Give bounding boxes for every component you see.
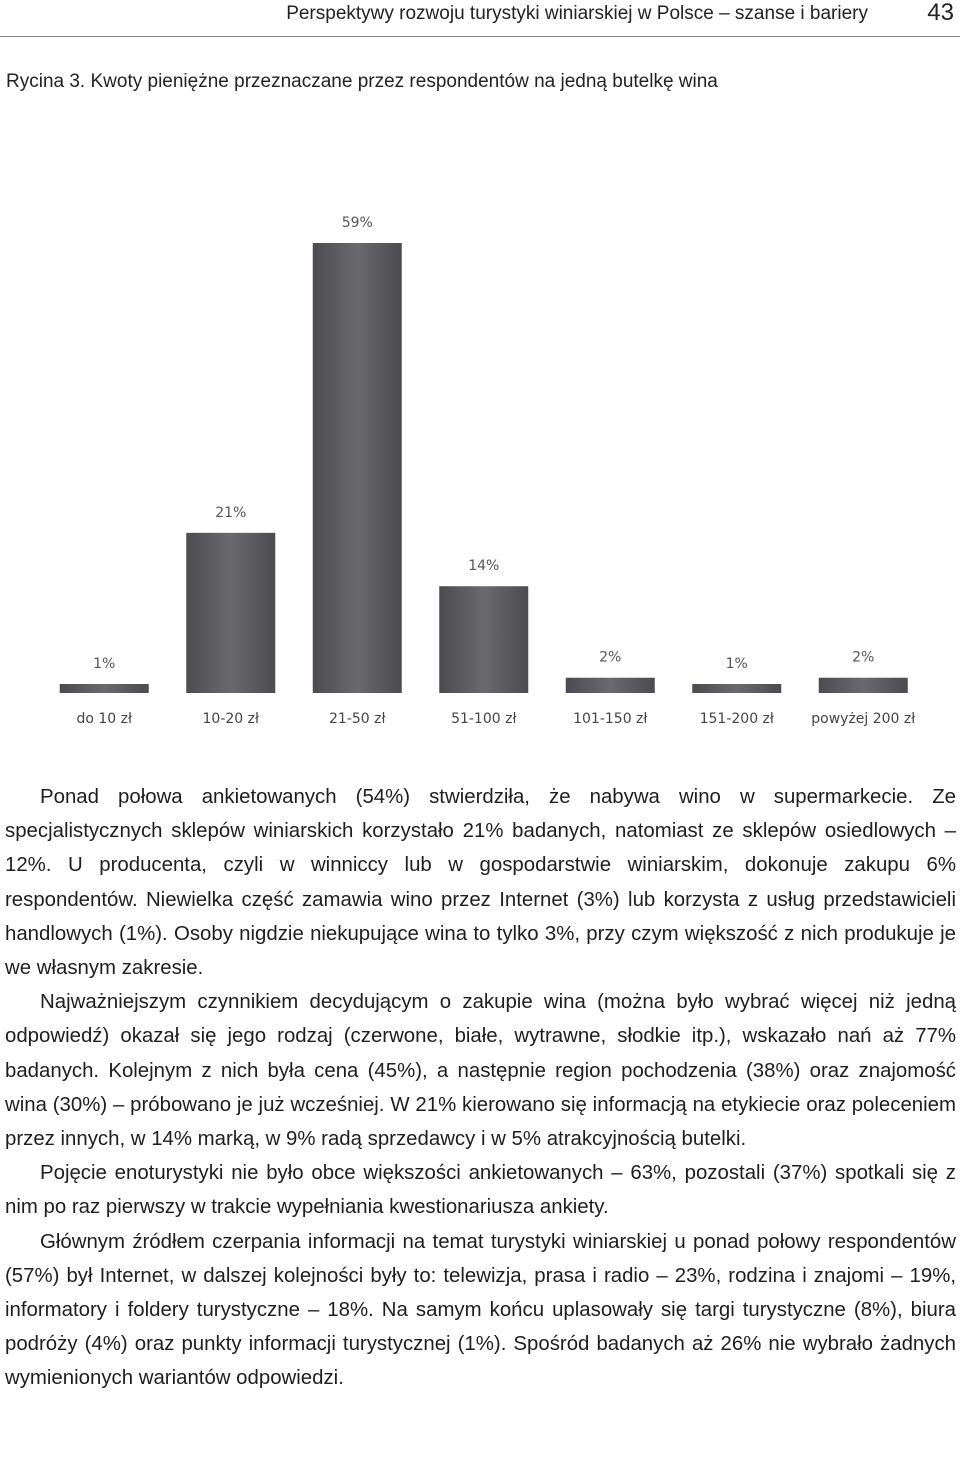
figure-caption: Rycina 3. Kwoty pieniężne przeznaczane przez respondentów na jedną butelkę wina: [6, 71, 718, 92]
chart-bar: [313, 243, 402, 693]
body-text: [5, 780, 956, 1396]
category-label: 101-150 zł: [573, 711, 648, 727]
category-label: 21-50 zł: [329, 711, 386, 727]
paragraph: Pojęcie enoturystyki nie było obce większości ankietowanych – 63%, pozostali (37%) spotkali się z nim po raz pierwszy w trakcie wypełniania kwestionariusza ankiety.: [5, 1162, 956, 1219]
running-header: [0, 0, 960, 37]
bar-chart: [0, 200, 960, 740]
data-label: 1%: [725, 656, 748, 672]
paragraph: Najważniejszym czynnikiem decydującym o zakupie wina (można było wybrać więcej niż jedną odpowiedź) okazał się jego rodzaj (czerwone, białe, wytrawne, słodkie itp.), wskazało nań aż 77% badanych. Kolejnym z nich była cena (45%), a następnie region pochodzenia (38%) oraz znajomość wina (30%) – próbowano je już wcześniej. W 21% kierowano się informacją na etykiecie oraz poleceniem przez innych, w 14% marką, w 9% radą sprzedawcy i w 5% atrakcyjnością butelki.: [5, 991, 956, 1151]
page-number: 43: [927, 0, 954, 26]
chart-bar: [439, 586, 528, 693]
category-label: 151-200 zł: [699, 711, 774, 727]
paragraph: Ponad połowa ankietowanych (54%) stwierdziła, że nabywa wino w supermarkecie. Ze specjalistycznych sklepów winiarskich korzystało 21% badanych, natomiast ze sklepów osiedlowych – 12%. U producenta, czyli w winniccy lub w gospodarstwie winiarskim, dokonuje zakupu 6% respondentów. Niewielka część zamawia wino przez Internet (3%) lub korzysta z usług przedstawicieli handlowych (1%). Osoby nigdzie niekupujące wina to tylko 3%, przy czym większość z nich produkuje je we własnym zakresie.: [5, 786, 956, 980]
data-label: 2%: [852, 649, 875, 666]
data-label: 14%: [468, 558, 500, 575]
data-label: 21%: [215, 504, 247, 521]
chart-bar: [60, 684, 149, 693]
category-label: 10-20 zł: [202, 711, 259, 727]
data-label: 2%: [599, 649, 622, 666]
paragraph: Głównym źródłem czerpania informacji na temat turystyki winiarskiej u ponad połowy respondentów (57%) był Internet, w dalszej kolejności były to: telewizja, prasa i radio – 23%, rodzina i znajomi – 19%, informatory i foldery turystyczne – 18%. Na samym końcu uplasowały się targi turystyczne (8%), biura podróży (4%) oraz punkty informacji turystycznej (1%). Spośród badanych aż 26% nie wybrało żadnych wymienionych wariantów odpowiedzi.: [5, 1230, 956, 1390]
chart-bar: [819, 678, 908, 693]
chart-bar: [186, 533, 275, 693]
chart-bar: [566, 678, 655, 693]
chart-bar: [692, 684, 781, 693]
data-label: 1%: [93, 656, 116, 672]
data-label: 59%: [341, 215, 373, 231]
category-label: do 10 zł: [76, 711, 132, 727]
category-label: powyżej 200 zł: [811, 711, 916, 727]
running-title: Perspektywy rozwoju turystyki winiarskiej w Polsce – szanse i bariery: [286, 3, 868, 24]
category-label: 51-100 zł: [451, 711, 517, 727]
